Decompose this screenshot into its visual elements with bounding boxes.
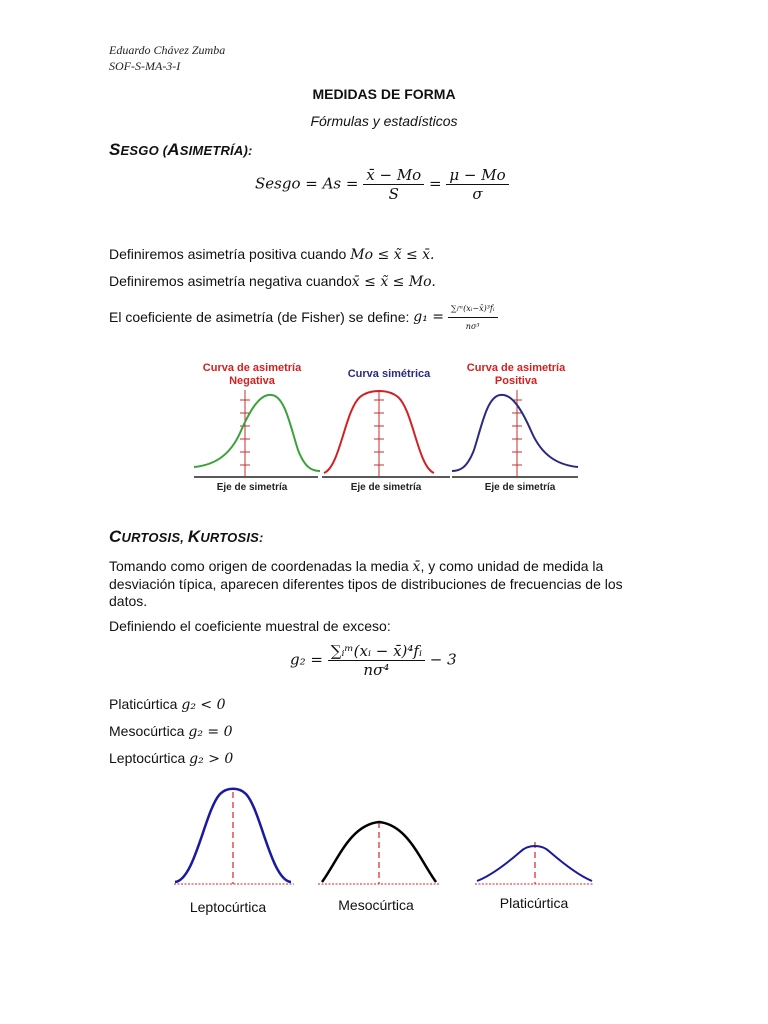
heading-rest: SIMETRÍA): bbox=[179, 143, 253, 158]
panel-subtitle: Negativa bbox=[229, 375, 275, 387]
positive-skew-line bbox=[109, 246, 435, 264]
line-text: Definiremos asimetría positiva cuando bbox=[109, 246, 351, 262]
formula-lhs: g₂ = bbox=[290, 650, 323, 669]
fraction-numerator: ∑ᵢᵐ(xᵢ − x̄)⁴fᵢ bbox=[330, 642, 422, 660]
kurtosis-figure bbox=[170, 780, 600, 920]
type-math: g₂ < 0 bbox=[181, 697, 226, 713]
fraction-denominator: σ bbox=[446, 184, 508, 203]
line-math: Mo ≤ x̃ ≤ x̄. bbox=[350, 247, 435, 263]
fraction-numerator: x̄ − Mo bbox=[366, 166, 422, 184]
lepto-panel bbox=[174, 789, 294, 915]
panel-title: Curva de asimetría bbox=[466, 362, 566, 374]
fraction-numerator: μ − Mo bbox=[449, 166, 506, 184]
fisher-fraction bbox=[448, 300, 498, 335]
curtosis-heading bbox=[109, 527, 264, 547]
fraction-denominator: nσ⁴ bbox=[328, 660, 425, 679]
meso-label: Mesocúrtica bbox=[338, 897, 414, 913]
para-text: , y como unidad de medida la desviación típica, aparecen diferentes tipos de distribuciones de frecuencias de los datos. bbox=[109, 558, 623, 609]
line-text: El coeficiente de asimetría (de Fisher) se define: bbox=[109, 309, 414, 325]
panel-title: Curva simétrica bbox=[347, 368, 431, 380]
type-math: g₂ > 0 bbox=[189, 751, 234, 767]
axis-label: Eje de simetría bbox=[484, 482, 556, 493]
heading-cap: K bbox=[187, 527, 201, 546]
type-math: g₂ = 0 bbox=[188, 724, 233, 740]
page-subtitle: Fórmulas y estadísticos bbox=[310, 113, 458, 129]
fraction-denominator: S bbox=[363, 184, 424, 203]
formula-equals: = bbox=[429, 174, 442, 193]
excess-coefficient-intro: Definiendo el coeficiente muestral de exceso: bbox=[109, 618, 391, 634]
heading-cap: A bbox=[167, 140, 180, 159]
type-mesocurtica bbox=[109, 723, 232, 741]
curve bbox=[452, 395, 578, 471]
g2-formula bbox=[290, 642, 457, 679]
author-name: Eduardo Chávez Zumba bbox=[109, 43, 226, 57]
heading-rest: URTOSIS: bbox=[200, 530, 264, 545]
heading-cap: S bbox=[109, 140, 121, 159]
meso-panel bbox=[318, 822, 440, 913]
panel-negative bbox=[194, 362, 320, 493]
sesgo-formula bbox=[255, 166, 509, 203]
type-platicurtica bbox=[109, 696, 225, 714]
plati-panel bbox=[475, 842, 594, 911]
g2-fraction bbox=[328, 642, 425, 679]
line-text: Definiremos asimetría negativa cuando bbox=[109, 273, 352, 289]
formula-lhs: Sesgo = As = bbox=[255, 174, 359, 193]
type-label: Platicúrtica bbox=[109, 696, 182, 712]
formula-rhs: − 3 bbox=[429, 650, 457, 669]
axis-label: Eje de simetría bbox=[216, 482, 288, 493]
type-label: Leptocúrtica bbox=[109, 750, 190, 766]
para-math: x̄ bbox=[412, 559, 421, 575]
curve bbox=[194, 395, 320, 471]
sesgo-heading bbox=[109, 140, 253, 160]
fisher-coefficient-line bbox=[109, 300, 498, 335]
heading-rest: ESGO ( bbox=[120, 143, 168, 158]
para-text: Tomando como origen de coordenadas la media bbox=[109, 558, 413, 574]
line-math: g₁ = bbox=[413, 309, 445, 325]
heading-cap: C bbox=[109, 527, 122, 546]
author-header bbox=[109, 42, 225, 74]
fraction-2 bbox=[446, 166, 508, 203]
line-math: x̄ ≤ x̃ ≤ Mo. bbox=[351, 274, 436, 290]
negative-skew-line bbox=[109, 273, 436, 291]
course-code: SOF-S-MA-3-I bbox=[109, 59, 181, 73]
panel-positive bbox=[452, 362, 578, 493]
type-leptocurtica bbox=[109, 750, 233, 768]
fraction-denominator: nσ³ bbox=[448, 317, 498, 335]
type-label: Mesocúrtica bbox=[109, 723, 189, 739]
axis-label: Eje de simetría bbox=[350, 482, 422, 493]
panel-subtitle: Positiva bbox=[494, 375, 538, 387]
page-title: MEDIDAS DE FORMA bbox=[312, 86, 456, 102]
fraction-1 bbox=[363, 166, 424, 203]
curtosis-paragraph bbox=[109, 558, 649, 610]
heading-rest: URTOSIS, bbox=[121, 530, 188, 545]
fraction-numerator: ∑ᵢᵐ(xᵢ−x̄)³fᵢ bbox=[450, 304, 495, 313]
panel-symmetric bbox=[322, 368, 450, 493]
lepto-label: Leptocúrtica bbox=[189, 899, 267, 915]
panel-title: Curva de asimetría bbox=[202, 362, 302, 374]
skewness-figure bbox=[190, 355, 580, 495]
plati-label: Platicúrtica bbox=[499, 895, 569, 911]
